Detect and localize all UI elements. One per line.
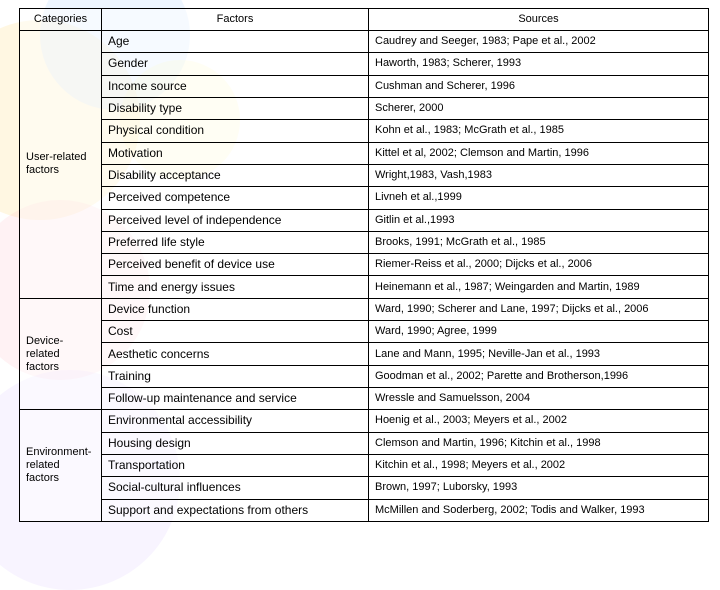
category-label: User-related factors: [26, 151, 87, 177]
table-row: [20, 53, 709, 75]
source-cell: Hoenig et al., 2003; Meyers et al., 2002: [369, 410, 709, 432]
factor-cell: Motivation: [102, 142, 369, 164]
table-row: [20, 298, 709, 320]
source-cell: Heinemann et al., 1987; Weingarden and Martin, 1989: [369, 276, 709, 298]
factors-table: [19, 8, 709, 522]
source-cell: Goodman et al., 2002; Parette and Brotherson,1996: [369, 365, 709, 387]
source-cell: McMillen and Soderberg, 2002; Todis and Walker, 1993: [369, 499, 709, 521]
factor-cell: Preferred life style: [102, 231, 369, 253]
category-cell: [20, 31, 102, 299]
category-cell: [20, 410, 102, 522]
factor-cell: Social-cultural influences: [102, 477, 369, 499]
table-row: [20, 343, 709, 365]
table-row: [20, 365, 709, 387]
factor-cell: Transportation: [102, 454, 369, 476]
source-cell: Riemer-Reiss et al., 2000; Dijcks et al., 2006: [369, 254, 709, 276]
factor-cell: Aesthetic concerns: [102, 343, 369, 365]
factors-table-body: [20, 31, 709, 522]
factor-cell: Device function: [102, 298, 369, 320]
factor-cell: Disability acceptance: [102, 164, 369, 186]
category-label: Device-related factors: [26, 334, 64, 373]
table-row: [20, 97, 709, 119]
table-row: [20, 499, 709, 521]
table-row: [20, 120, 709, 142]
table-row: [20, 142, 709, 164]
factor-cell: Training: [102, 365, 369, 387]
source-cell: Brown, 1997; Luborsky, 1993: [369, 477, 709, 499]
source-cell: Cushman and Scherer, 1996: [369, 75, 709, 97]
source-cell: Kohn et al., 1983; McGrath et al., 1985: [369, 120, 709, 142]
table-row: [20, 410, 709, 432]
factor-cell: Disability type: [102, 97, 369, 119]
table-row: [20, 276, 709, 298]
table-row: [20, 388, 709, 410]
source-cell: Scherer, 2000: [369, 97, 709, 119]
table-row: [20, 477, 709, 499]
factor-cell: Perceived competence: [102, 187, 369, 209]
factor-cell: Age: [102, 31, 369, 53]
source-cell: Livneh et al.,1999: [369, 187, 709, 209]
source-cell: Brooks, 1991; McGrath et al., 1985: [369, 231, 709, 253]
table-row: [20, 209, 709, 231]
source-cell: Wright,1983, Vash,1983: [369, 164, 709, 186]
table-row: [20, 432, 709, 454]
factor-cell: Physical condition: [102, 120, 369, 142]
source-cell: Gitlin et al.,1993: [369, 209, 709, 231]
factor-cell: Time and energy issues: [102, 276, 369, 298]
table-row: [20, 454, 709, 476]
factor-cell: Housing design: [102, 432, 369, 454]
header-categories: Categories: [20, 9, 102, 31]
header-row: [20, 9, 709, 31]
header-factors: Factors: [102, 9, 369, 31]
source-cell: Ward, 1990; Scherer and Lane, 1997; Dijcks et al., 2006: [369, 298, 709, 320]
table-row: [20, 321, 709, 343]
factor-cell: Cost: [102, 321, 369, 343]
source-cell: Kitchin et al., 1998; Meyers et al., 2002: [369, 454, 709, 476]
header-sources: Sources: [369, 9, 709, 31]
table-row: [20, 164, 709, 186]
factor-cell: Income source: [102, 75, 369, 97]
factor-cell: Follow-up maintenance and service: [102, 388, 369, 410]
source-cell: Caudrey and Seeger, 1983; Pape et al., 2002: [369, 31, 709, 53]
table-row: [20, 231, 709, 253]
source-cell: Clemson and Martin, 1996; Kitchin et al., 1998: [369, 432, 709, 454]
table-row: [20, 31, 709, 53]
source-cell: Ward, 1990; Agree, 1999: [369, 321, 709, 343]
table-row: [20, 187, 709, 209]
table-row: [20, 75, 709, 97]
factor-cell: Environmental accessibility: [102, 410, 369, 432]
factor-cell: Gender: [102, 53, 369, 75]
category-cell: [20, 298, 102, 410]
source-cell: Lane and Mann, 1995; Neville-Jan et al., 1993: [369, 343, 709, 365]
source-cell: Haworth, 1983; Scherer, 1993: [369, 53, 709, 75]
factor-cell: Perceived level of independence: [102, 209, 369, 231]
category-label: Environment-related factors: [26, 446, 92, 485]
factor-cell: Support and expectations from others: [102, 499, 369, 521]
table-row: [20, 254, 709, 276]
source-cell: Kittel et al, 2002; Clemson and Martin, 1996: [369, 142, 709, 164]
factor-cell: Perceived benefit of device use: [102, 254, 369, 276]
source-cell: Wressle and Samuelsson, 2004: [369, 388, 709, 410]
